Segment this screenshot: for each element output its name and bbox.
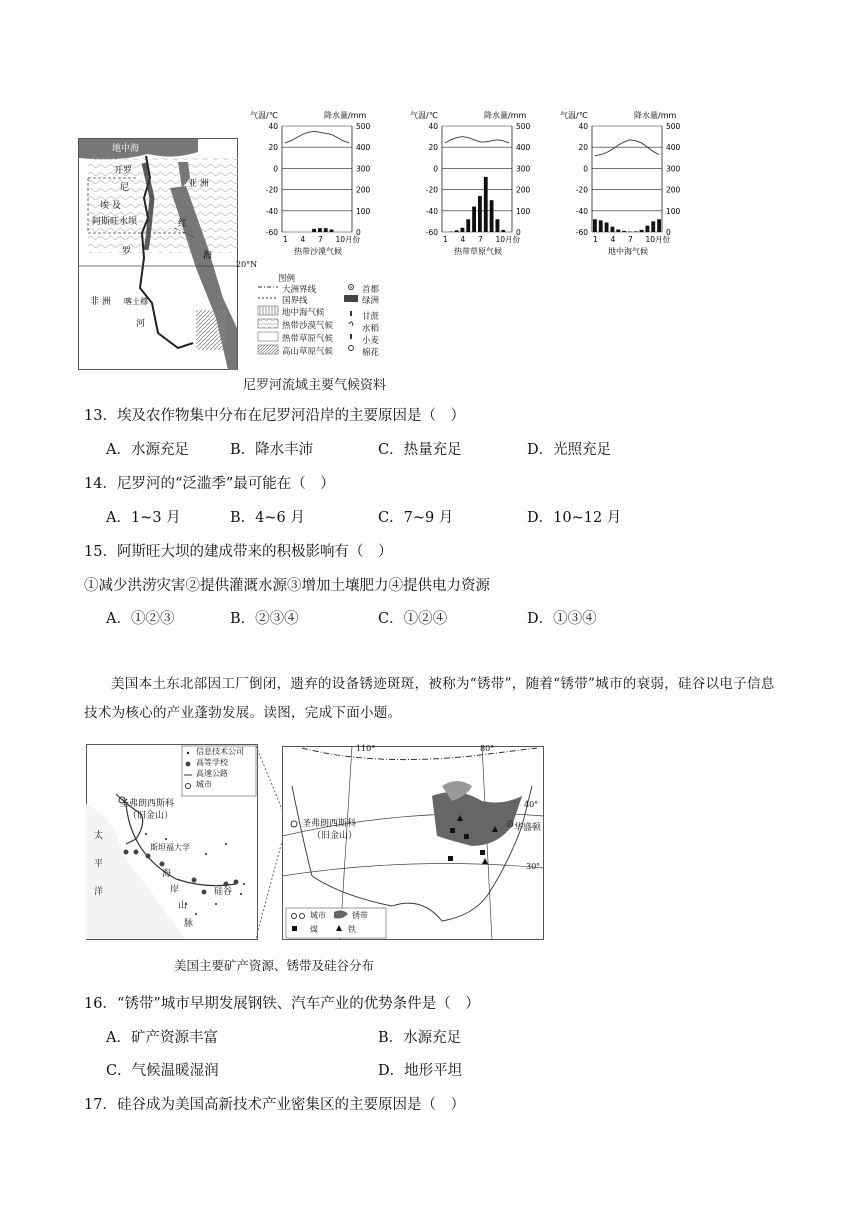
precip-tick-label: 100 xyxy=(666,206,681,216)
precip-bar xyxy=(330,229,334,232)
map-label-kairo: 开罗 xyxy=(114,166,133,176)
inset-label-mtn-3: 山 xyxy=(178,901,188,911)
q14-option-b[interactable]: B．4~6 月 xyxy=(230,510,305,526)
map-label-lon110: 110° xyxy=(356,744,376,753)
precip-tick-label: 300 xyxy=(516,164,531,174)
precip-tick-label: 0 xyxy=(356,228,361,237)
inset-label-sf2: （旧金山） xyxy=(128,811,174,821)
precip-bar xyxy=(640,230,644,232)
temp-tick-label: -40 xyxy=(265,206,278,216)
precip-tick-label: 400 xyxy=(666,143,681,153)
map-label-sea: 地中海 xyxy=(112,144,140,154)
legend-symbol-wheat: 小麦 xyxy=(362,336,380,346)
x-tick-label: 10月份 xyxy=(495,235,521,244)
map-label-luo: 罗 xyxy=(122,247,132,257)
precip-bar xyxy=(318,228,322,232)
q15-option-a[interactable]: A．①②③ xyxy=(106,611,175,627)
precip-bar xyxy=(312,229,316,232)
temp-line xyxy=(595,140,659,156)
map-label-red-sea-1: 红 xyxy=(178,219,188,229)
precip-tick-label: 200 xyxy=(516,185,531,195)
figure2-caption: 美国主要矿产资源、锈带及硅谷分布 xyxy=(174,958,375,973)
temp-tick-label: -40 xyxy=(575,206,588,216)
map-label-egypt: 埃 及 xyxy=(100,201,121,211)
q14-option-c[interactable]: C．7~9 月 xyxy=(378,510,454,526)
map-label-khartoum: 喀土穆 xyxy=(124,297,148,306)
x-tick-label: 1 xyxy=(593,235,598,244)
q13-stem: 13．埃及农作物集中分布在尼罗河沿岸的主要原因是（ ） xyxy=(84,408,465,424)
precip-bar xyxy=(455,230,459,232)
precip-tick-label: 200 xyxy=(666,185,681,195)
figure1-caption: 尼罗河流域主要气候资料 xyxy=(243,378,387,393)
q16-stem: 16．“锈带”城市早期发展钢铁、汽车产业的优势条件是（ ） xyxy=(84,996,480,1012)
x-tick-label: 4 xyxy=(460,235,466,244)
climate-chart-savanna xyxy=(408,110,548,260)
inset-label-stanford: 斯坦福大学 xyxy=(150,843,190,852)
precip-bar xyxy=(605,222,609,232)
q14-stem: 14．尼罗河的“泛滥季”最可能在（ ） xyxy=(84,476,335,492)
precip-tick-label: 400 xyxy=(516,143,531,153)
x-tick-label: 4 xyxy=(610,235,616,244)
map-label-lat40: 40° xyxy=(524,800,539,809)
precip-bar xyxy=(478,196,482,232)
precip-axis-label: 降水量/mm xyxy=(634,111,677,120)
climate-chart-mediterranean xyxy=(558,110,698,260)
precip-bar xyxy=(324,228,328,232)
legend-item-desert: 热带沙漠气候 xyxy=(282,321,334,331)
map-label-lat: 20°N xyxy=(236,260,258,269)
map-legend-city: 城市 xyxy=(310,911,326,920)
legend-item-mediterranean: 地中海气候 xyxy=(282,308,325,318)
inset-legend-it: 信息技术公司 xyxy=(196,747,244,756)
legend-symbol-sugarcane: 甘蔗 xyxy=(362,312,380,322)
map-label-nile: 尼 xyxy=(120,183,130,193)
map-label-aswan: 阿斯旺水坝 xyxy=(92,217,138,227)
nile-legend xyxy=(256,272,406,367)
precip-tick-label: 500 xyxy=(516,122,531,131)
temp-tick-label: 0 xyxy=(273,164,278,174)
q16-option-a[interactable]: A．矿产资源丰富 xyxy=(106,1030,218,1046)
inset-label-sf: 圣弗朗西斯科 xyxy=(120,799,175,809)
q14-option-a[interactable]: A．1~3 月 xyxy=(106,510,181,526)
precip-tick-label: 500 xyxy=(356,122,371,131)
precip-tick-label: 0 xyxy=(516,228,521,237)
q15-option-c[interactable]: C．①②④ xyxy=(378,611,448,627)
precip-axis-label: 降水量/mm xyxy=(324,111,367,120)
legend-symbol-capital: 首都 xyxy=(362,285,380,295)
inset-legend-university: 高等学校 xyxy=(196,758,228,767)
inset-label-mtn-1: 海 xyxy=(162,869,172,879)
map-label-asia: 亚 洲 xyxy=(188,179,209,189)
precip-bar xyxy=(622,231,626,232)
legend-symbol-cotton: 棉花 xyxy=(362,348,380,358)
inset-label-mtn-4: 脉 xyxy=(184,919,194,929)
precip-bar xyxy=(651,221,655,232)
temp-tick-label: -60 xyxy=(575,228,588,237)
q15-statements: ①减少洪涝灾害②提供灌溉水源③增加土壤肥力④提供电力资源 xyxy=(84,578,490,594)
q16-option-d[interactable]: D．地形平坦 xyxy=(378,1063,463,1079)
precip-bar xyxy=(466,219,470,232)
legend-item-continent-border: 大洲界线 xyxy=(282,285,317,295)
inset-label-ocean-2: 平 xyxy=(94,859,104,869)
temp-tick-label: 20 xyxy=(268,143,278,153)
intro-paragraph: 美国本土东北部因工厂倒闭，遗弃的设备锈迹斑斑，被称为“锈带”，随着“锈带”城市的衰弱，硅谷以电子信息技术为核心的产业蓬勃发展。读图，完成下面小题。 xyxy=(84,676,775,721)
temp-tick-label: 0 xyxy=(433,164,438,174)
map-label-africa: 非 洲 xyxy=(90,297,111,307)
temp-tick-label: 20 xyxy=(578,143,588,153)
temp-tick-label: 40 xyxy=(578,122,588,131)
precip-tick-label: 100 xyxy=(516,206,531,216)
precip-bar xyxy=(593,219,597,232)
temp-tick-label: -20 xyxy=(425,185,438,195)
nile-figure xyxy=(78,110,698,395)
temp-axis-label: 气温/℃ xyxy=(250,111,278,120)
inset-label-mtn-2: 岸 xyxy=(170,885,180,895)
temp-tick-label: -40 xyxy=(425,206,438,216)
legend-item-savanna: 热带草原气候 xyxy=(282,334,334,344)
temp-tick-label: 0 xyxy=(583,164,588,174)
precip-bar xyxy=(490,200,494,232)
map-label-lat30: 30° xyxy=(526,862,541,871)
x-tick-label: 10月份 xyxy=(645,235,671,244)
temp-line xyxy=(285,131,349,143)
temp-tick-label: 40 xyxy=(428,122,438,131)
legend-symbol-rice: 水稻 xyxy=(362,324,380,334)
precip-tick-label: 300 xyxy=(666,164,681,174)
temp-tick-label: -60 xyxy=(425,228,438,237)
q16-option-b[interactable]: B．水源充足 xyxy=(378,1030,462,1046)
q17-stem: 17．硅谷成为美国高新技术产业密集区的主要原因是（ ） xyxy=(84,1097,465,1113)
legend-title: 图例 xyxy=(278,274,296,284)
precip-tick-label: 300 xyxy=(356,164,371,174)
map-legend-iron: 铁 xyxy=(348,925,356,934)
chart-title: 地中海气候 xyxy=(608,247,648,256)
map-label-dc: 华盛顿 xyxy=(514,823,542,833)
chart-title: 热带沙漠气候 xyxy=(294,247,342,256)
q15-stem: 15．阿斯旺大坝的建成带来的积极影响有（ ） xyxy=(84,544,393,560)
precip-axis-label: 降水量/mm xyxy=(484,111,527,120)
precip-bar xyxy=(472,207,476,232)
precip-bar xyxy=(657,219,661,232)
map-label-he: 河 xyxy=(136,319,146,329)
precip-bar xyxy=(599,220,603,232)
q13-option-a[interactable]: A．水源充足 xyxy=(106,442,189,458)
q13-option-c[interactable]: C．热量充足 xyxy=(378,442,462,458)
x-tick-label: 1 xyxy=(283,235,288,244)
map-label-sf: 圣弗朗西斯科 xyxy=(302,819,357,829)
precip-bar xyxy=(646,226,650,232)
legend-symbol-oasis: 绿洲 xyxy=(362,296,380,306)
temp-line xyxy=(445,137,509,143)
q14-option-d[interactable]: D．10~12 月 xyxy=(527,510,622,526)
x-tick-label: 7 xyxy=(628,235,633,244)
precip-bar xyxy=(634,231,638,232)
precip-tick-label: 400 xyxy=(356,143,371,153)
temp-tick-label: 40 xyxy=(268,122,278,131)
precip-bar xyxy=(496,219,500,232)
precip-tick-label: 0 xyxy=(666,228,671,237)
temp-tick-label: 20 xyxy=(428,143,438,153)
temp-axis-label: 气温/℃ xyxy=(410,111,438,120)
q13-option-d[interactable]: D．光照充足 xyxy=(527,442,612,458)
map-label-lon80: 80° xyxy=(480,744,495,753)
temp-axis-label: 气温/℃ xyxy=(560,111,588,120)
precip-bar xyxy=(484,177,488,232)
precip-bar xyxy=(501,230,505,232)
precip-bar xyxy=(616,229,620,232)
nile-map xyxy=(78,138,238,370)
inset-label-sv: 硅谷 xyxy=(214,887,233,897)
inset-label-ocean-1: 太 xyxy=(94,831,104,841)
chart-title: 热带草原气候 xyxy=(454,247,502,256)
q13-option-b[interactable]: B．降水丰沛 xyxy=(230,442,314,458)
legend-item-national-border: 国界线 xyxy=(282,296,308,306)
temp-tick-label: -60 xyxy=(265,228,278,237)
q15-option-d[interactable]: D．①③④ xyxy=(527,611,597,627)
map-legend-coal: 煤 xyxy=(310,925,318,934)
map-label-red-sea-2: 海 xyxy=(203,251,213,261)
temp-tick-label: -20 xyxy=(265,185,278,195)
x-tick-label: 10月份 xyxy=(335,235,361,244)
precip-tick-label: 100 xyxy=(356,206,371,216)
precip-bar xyxy=(461,228,465,232)
x-tick-label: 1 xyxy=(443,235,448,244)
legend-item-highland: 高山草原气候 xyxy=(282,347,334,357)
q16-option-c[interactable]: C．气候温暖湿润 xyxy=(106,1063,219,1079)
precip-tick-label: 500 xyxy=(666,122,681,131)
map-label-sf2: （旧金山） xyxy=(312,831,358,841)
temp-tick-label: -20 xyxy=(575,185,588,195)
map-legend-rustbelt: 锈带 xyxy=(352,911,368,920)
x-tick-label: 7 xyxy=(318,235,323,244)
inset-label-ocean-3: 洋 xyxy=(94,887,104,897)
x-tick-label: 4 xyxy=(300,235,306,244)
climate-chart-desert xyxy=(248,110,388,260)
inset-legend-highway: 高速公路 xyxy=(196,769,228,778)
precip-tick-label: 200 xyxy=(356,185,371,195)
x-tick-label: 7 xyxy=(478,235,483,244)
inset-legend-city: 城市 xyxy=(196,780,212,789)
precip-bar xyxy=(611,227,615,232)
usa-figure xyxy=(86,744,546,974)
q15-option-b[interactable]: B．②③④ xyxy=(230,611,299,627)
